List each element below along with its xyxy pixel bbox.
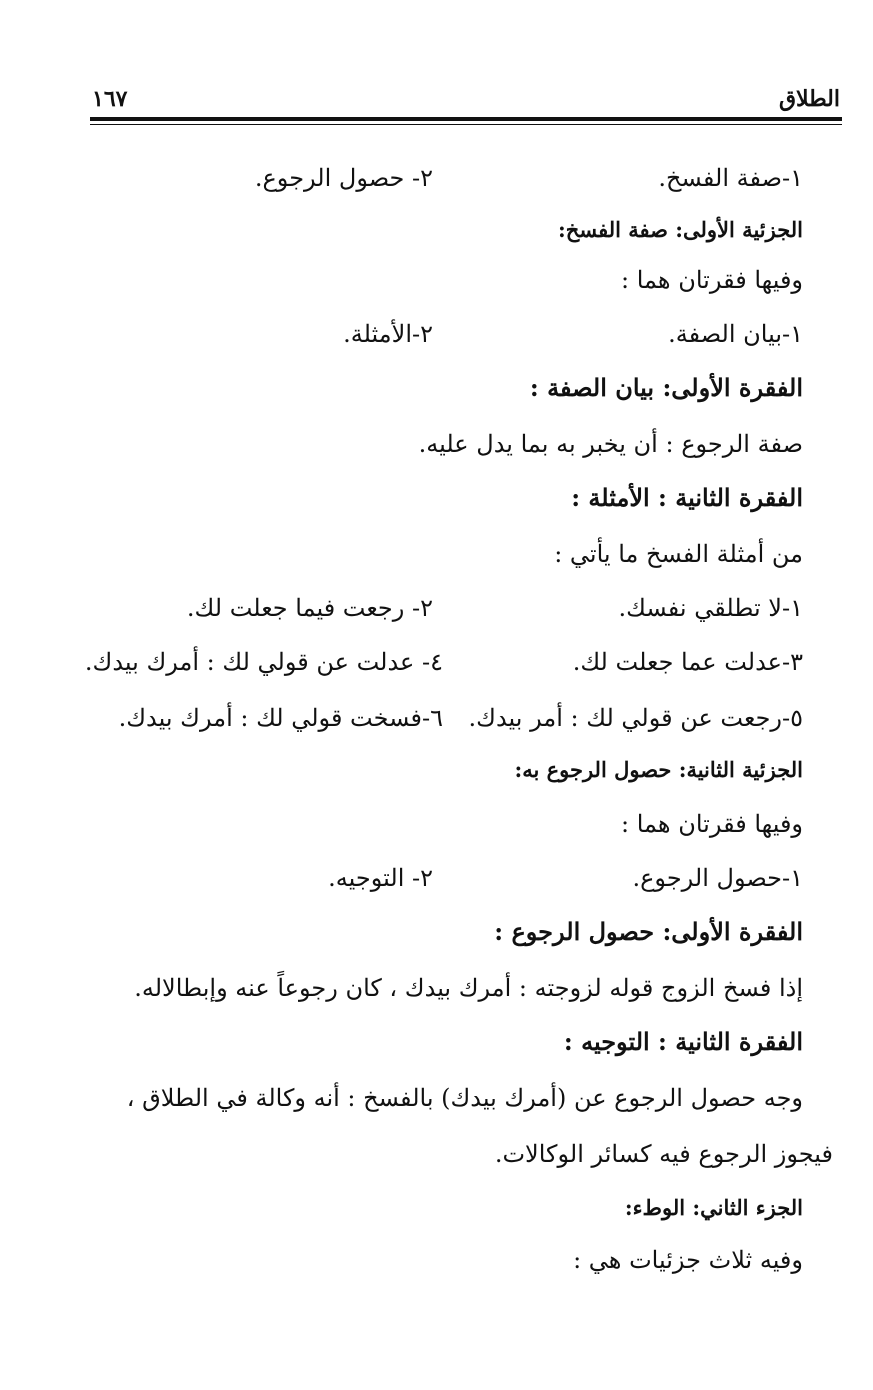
list-item: ١-صفة الفسخ. (658, 164, 803, 192)
header-rule-thick (90, 117, 842, 121)
list-item: ٤- عدلت عن قولي لك : أمرك بيدك. (84, 648, 443, 676)
list-item: ٣-عدلت عما جعلت لك. (572, 648, 803, 676)
section-heading-text: الجزئية الثانية: حصول الرجوع به: (514, 757, 803, 782)
paragraph-text: إذا فسخ الزوج قوله لزوجته : أمرك بيدك ، كان رجوعاً عنه وإبطالاله. (134, 974, 803, 1002)
list-item: ١-بيان الصفة. (668, 320, 803, 348)
subsection-heading-text: الفقرة الثانية : التوجيه : (563, 1027, 803, 1056)
list-item: ١-حصول الرجوع. (632, 864, 803, 892)
paragraph-text: وفيه ثلاث جزئيات هي : (573, 1246, 803, 1274)
subsection-heading-text: الفقرة الأولى: حصول الرجوع : (494, 917, 803, 946)
paragraph-text: وجه حصول الرجوع عن (أمرك بيدك) بالفسخ : أنه وكالة في الطلاق ، (126, 1084, 803, 1112)
list-item: ٢- رجعت فيما جعلت لك. (186, 594, 433, 622)
page-number: ١٦٧ (92, 86, 128, 112)
section-heading-text: الجزء الثاني: الوطء: (624, 1195, 803, 1220)
list-item: ٢- التوجيه. (328, 864, 433, 892)
list-item: ١-لا تطلقي نفسك. (618, 594, 803, 622)
paragraph-text: من أمثلة الفسخ ما يأتي : (554, 540, 803, 568)
paragraph-text: صفة الرجوع : أن يخبر به بما يدل عليه. (418, 430, 803, 458)
paragraph-text: فيجوز الرجوع فيه كسائر الوكالات. (494, 1140, 833, 1168)
subsection-heading-text: الفقرة الثانية : الأمثلة : (571, 483, 803, 512)
list-item: ٢- حصول الرجوع. (254, 164, 433, 192)
list-item: ٢-الأمثلة. (343, 320, 433, 348)
subsection-heading-text: الفقرة الأولى: بيان الصفة : (529, 373, 803, 402)
list-item: ٥-رجعت عن قولي لك : أمر بيدك. (468, 704, 803, 732)
list-item: ٦-فسخت قولي لك : أمرك بيدك. (118, 704, 443, 732)
header-rule-thin (90, 124, 842, 125)
paragraph-text: وفيها فقرتان هما : (621, 266, 803, 294)
running-header (92, 86, 840, 116)
chapter-title: الطلاق (778, 86, 840, 112)
paragraph-text: وفيها فقرتان هما : (621, 810, 803, 838)
section-heading-text: الجزئية الأولى: صفة الفسخ: (558, 217, 803, 242)
